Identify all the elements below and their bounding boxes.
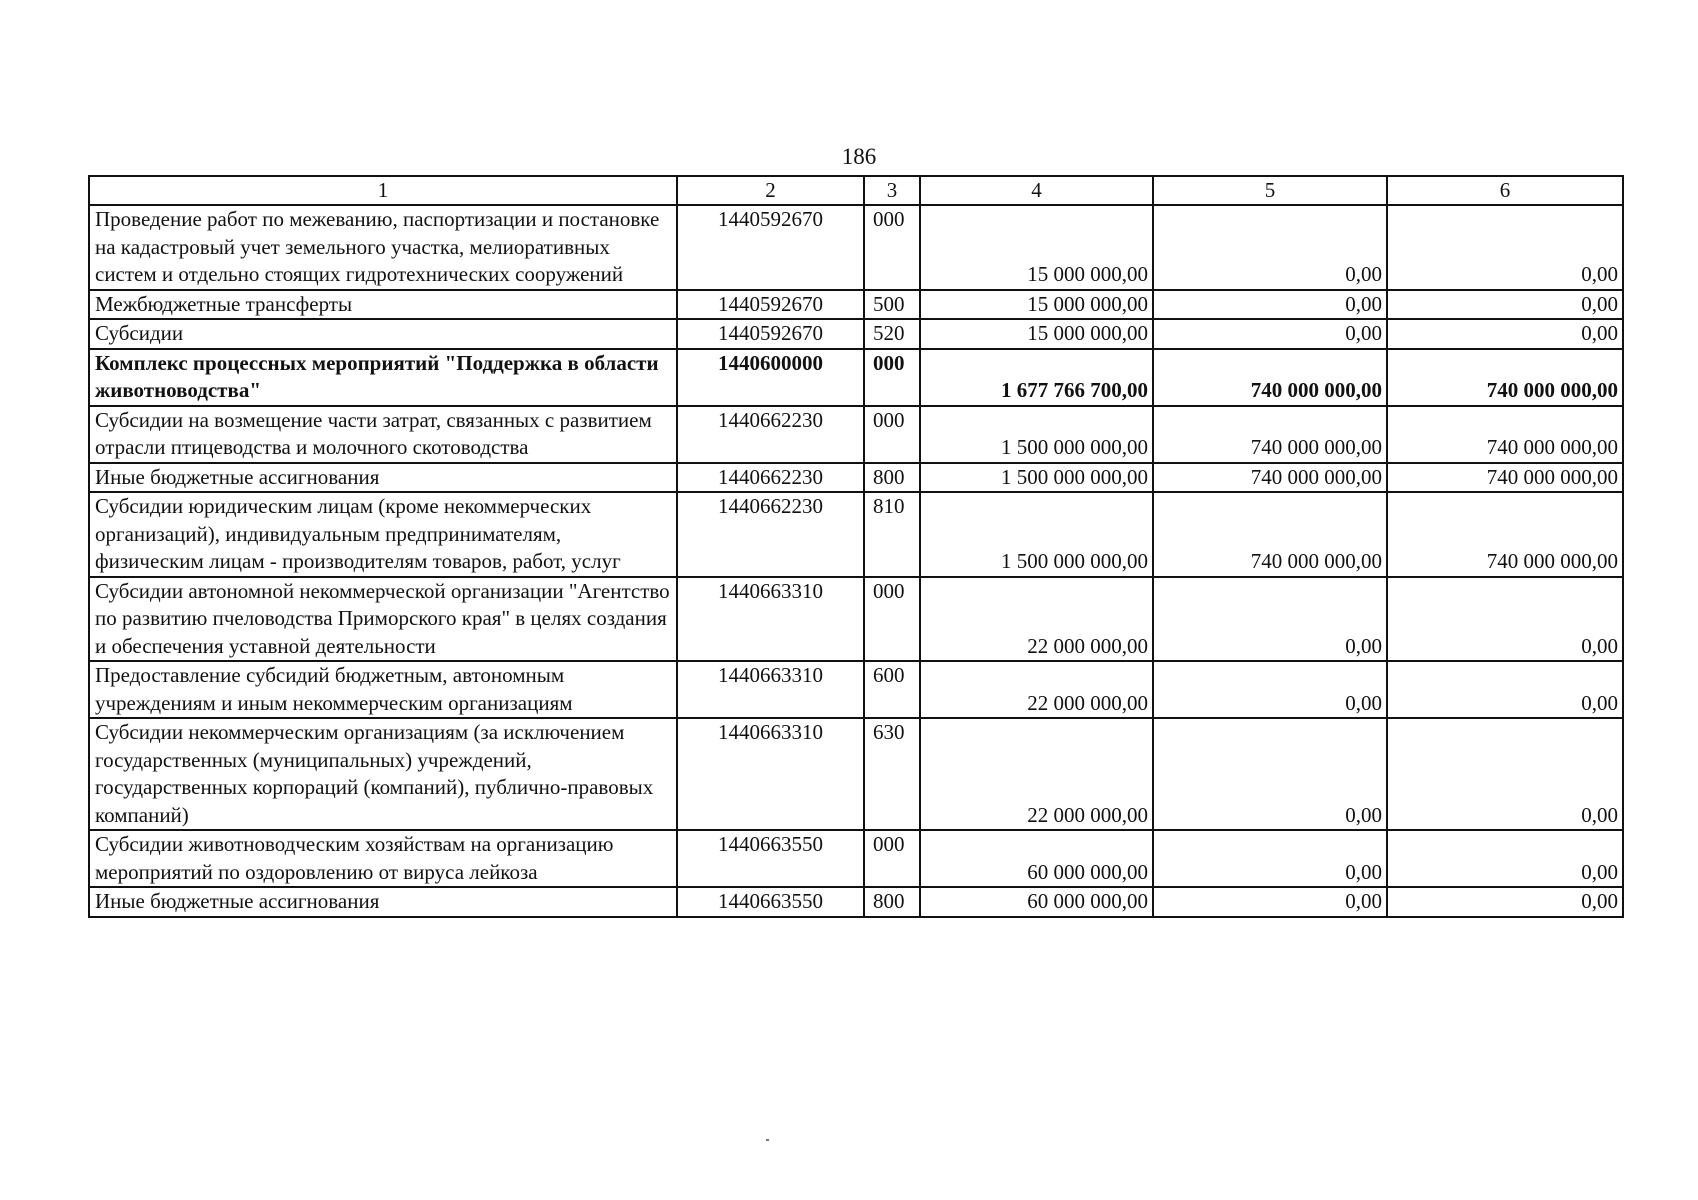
row-amount-col5: 0,00 bbox=[1153, 661, 1387, 718]
table-row bbox=[89, 887, 1623, 917]
row-amount-col6: 0,00 bbox=[1387, 290, 1623, 320]
row-amount-col4: 22 000 000,00 bbox=[920, 577, 1153, 662]
row-name: Субсидии некоммерческим организациям (за исключением государственных (муниципальных) учреждений, государственных корпораций (компаний), публично-правовых компаний) bbox=[89, 718, 677, 830]
row-kind: 000 bbox=[864, 406, 920, 463]
column-number: 2 bbox=[677, 176, 864, 205]
row-name: Межбюджетные трансферты bbox=[89, 290, 677, 320]
row-amount-col4: 1 500 000 000,00 bbox=[920, 492, 1153, 577]
row-name: Субсидии юридическим лицам (кроме некоммерческих организаций), индивидуальным предпринимателям, физическим лицам - производителям товаров, работ, услуг bbox=[89, 492, 677, 577]
table-row bbox=[89, 205, 1623, 290]
row-code: 1440663310 bbox=[677, 577, 864, 662]
row-amount-col6: 0,00 bbox=[1387, 577, 1623, 662]
row-amount-col4: 1 500 000 000,00 bbox=[920, 406, 1153, 463]
row-amount-col6: 0,00 bbox=[1387, 205, 1623, 290]
row-name: Субсидии животноводческим хозяйствам на организацию мероприятий по оздоровлению от вируса лейкоза bbox=[89, 830, 677, 887]
row-amount-col6: 0,00 bbox=[1387, 830, 1623, 887]
table-row bbox=[89, 830, 1623, 887]
row-code: 1440663550 bbox=[677, 830, 864, 887]
row-amount-col6: 0,00 bbox=[1387, 319, 1623, 349]
row-amount-col5: 0,00 bbox=[1153, 319, 1387, 349]
row-amount-col6: 740 000 000,00 bbox=[1387, 463, 1623, 493]
row-amount-col6: 740 000 000,00 bbox=[1387, 406, 1623, 463]
table-row-section bbox=[89, 349, 1623, 406]
row-amount-col4: 22 000 000,00 bbox=[920, 718, 1153, 830]
row-amount-col5: 0,00 bbox=[1153, 887, 1387, 917]
row-kind: 500 bbox=[864, 290, 920, 320]
table-row bbox=[89, 406, 1623, 463]
row-amount-col4: 60 000 000,00 bbox=[920, 830, 1153, 887]
row-amount-col5: 740 000 000,00 bbox=[1153, 463, 1387, 493]
row-code: 1440592670 bbox=[677, 319, 864, 349]
table-row bbox=[89, 290, 1623, 320]
column-number: 3 bbox=[864, 176, 920, 205]
row-code: 1440663310 bbox=[677, 661, 864, 718]
row-code: 1440600000 bbox=[677, 349, 864, 406]
table-row bbox=[89, 577, 1623, 662]
row-amount-col6: 740 000 000,00 bbox=[1387, 492, 1623, 577]
row-kind: 000 bbox=[864, 830, 920, 887]
table-row bbox=[89, 492, 1623, 577]
row-name: Комплекс процессных мероприятий "Поддержка в области животноводства" bbox=[89, 349, 677, 406]
table-row bbox=[89, 661, 1623, 718]
row-kind: 630 bbox=[864, 718, 920, 830]
row-name: Иные бюджетные ассигнования bbox=[89, 463, 677, 493]
budget-table bbox=[88, 175, 1624, 918]
row-code: 1440662230 bbox=[677, 406, 864, 463]
table-row bbox=[89, 463, 1623, 493]
row-amount-col5: 740 000 000,00 bbox=[1153, 349, 1387, 406]
table-row bbox=[89, 319, 1623, 349]
row-name: Предоставление субсидий бюджетным, автономным учреждениям и иным некоммерческим организациям bbox=[89, 661, 677, 718]
row-amount-col5: 0,00 bbox=[1153, 577, 1387, 662]
row-amount-col6: 740 000 000,00 bbox=[1387, 349, 1623, 406]
row-code: 1440663310 bbox=[677, 718, 864, 830]
row-code: 1440592670 bbox=[677, 205, 864, 290]
row-name: Субсидии на возмещение части затрат, связанных с развитием отрасли птицеводства и молочного скотоводства bbox=[89, 406, 677, 463]
row-code: 1440663550 bbox=[677, 887, 864, 917]
row-amount-col6: 0,00 bbox=[1387, 661, 1623, 718]
column-number: 6 bbox=[1387, 176, 1623, 205]
column-number: 4 bbox=[920, 176, 1153, 205]
row-amount-col4: 15 000 000,00 bbox=[920, 319, 1153, 349]
row-kind: 000 bbox=[864, 349, 920, 406]
row-name: Иные бюджетные ассигнования bbox=[89, 887, 677, 917]
table-row bbox=[89, 718, 1623, 830]
row-kind: 600 bbox=[864, 661, 920, 718]
row-amount-col4: 22 000 000,00 bbox=[920, 661, 1153, 718]
column-number-row bbox=[89, 176, 1623, 205]
column-number: 1 bbox=[89, 176, 677, 205]
scan-speck bbox=[766, 1139, 769, 1141]
row-kind: 810 bbox=[864, 492, 920, 577]
row-kind: 000 bbox=[864, 205, 920, 290]
row-amount-col4: 60 000 000,00 bbox=[920, 887, 1153, 917]
page-number: 186 bbox=[841, 144, 877, 169]
row-amount-col5: 740 000 000,00 bbox=[1153, 492, 1387, 577]
row-amount-col6: 0,00 bbox=[1387, 887, 1623, 917]
row-kind: 800 bbox=[864, 463, 920, 493]
row-amount-col4: 15 000 000,00 bbox=[920, 205, 1153, 290]
row-name: Субсидии bbox=[89, 319, 677, 349]
row-amount-col4: 15 000 000,00 bbox=[920, 290, 1153, 320]
row-amount-col5: 740 000 000,00 bbox=[1153, 406, 1387, 463]
row-kind: 800 bbox=[864, 887, 920, 917]
column-number: 5 bbox=[1153, 176, 1387, 205]
row-amount-col5: 0,00 bbox=[1153, 205, 1387, 290]
row-kind: 520 bbox=[864, 319, 920, 349]
row-amount-col5: 0,00 bbox=[1153, 830, 1387, 887]
row-name: Субсидии автономной некоммерческой организации "Агентство по развитию пчеловодства Приморского края" в целях создания и обеспечения уставной деятельности bbox=[89, 577, 677, 662]
row-amount-col4: 1 677 766 700,00 bbox=[920, 349, 1153, 406]
row-code: 1440592670 bbox=[677, 290, 864, 320]
row-name: Проведение работ по межеванию, паспортизации и постановке на кадастровый учет земельного участка, мелиоративных систем и отдельно стоящих гидротехнических сооружений bbox=[89, 205, 677, 290]
row-amount-col4: 1 500 000 000,00 bbox=[920, 463, 1153, 493]
row-amount-col6: 0,00 bbox=[1387, 718, 1623, 830]
row-amount-col5: 0,00 bbox=[1153, 290, 1387, 320]
row-code: 1440662230 bbox=[677, 492, 864, 577]
row-amount-col5: 0,00 bbox=[1153, 718, 1387, 830]
row-kind: 000 bbox=[864, 577, 920, 662]
row-code: 1440662230 bbox=[677, 463, 864, 493]
